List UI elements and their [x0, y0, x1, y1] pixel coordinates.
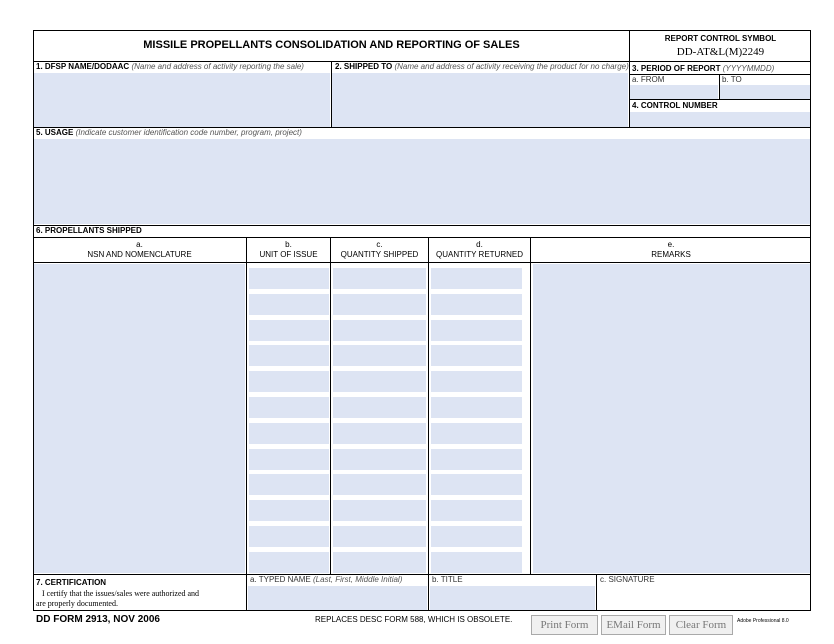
divider: [596, 574, 597, 611]
quantity-returned-cell[interactable]: [431, 474, 522, 495]
unit-of-issue-cell[interactable]: [249, 397, 329, 418]
title-label: b. TITLE: [432, 575, 463, 584]
form-number: DD FORM 2913, NOV 2006: [36, 614, 160, 625]
replaces-note: REPLACES DESC FORM 588, WHICH IS OBSOLETE.: [315, 615, 513, 624]
divider: [33, 237, 811, 238]
quantity-returned-cell[interactable]: [431, 294, 522, 315]
propellants-shipped-label: 6. PROPELLANTS SHIPPED: [36, 226, 142, 235]
quantity-returned-cell[interactable]: [431, 320, 522, 341]
col-header-nsn: a. NSN AND NOMENCLATURE: [87, 240, 192, 259]
divider: [428, 574, 429, 611]
quantity-shipped-cell[interactable]: [333, 294, 426, 315]
signature-label: c. SIGNATURE: [600, 575, 655, 584]
unit-of-issue-cell[interactable]: [249, 371, 329, 392]
unit-of-issue-cell[interactable]: [249, 449, 329, 470]
unit-of-issue-cell[interactable]: [249, 423, 329, 444]
unit-of-issue-cell[interactable]: [249, 526, 329, 547]
quantity-shipped-cell[interactable]: [333, 449, 426, 470]
quantity-shipped-cell[interactable]: [333, 474, 426, 495]
title-field[interactable]: [430, 586, 595, 610]
quantity-shipped-cell[interactable]: [333, 268, 426, 289]
quantity-shipped-cell[interactable]: [333, 397, 426, 418]
typed-name-label: a. TYPED NAME (Last, First, Middle Initial): [250, 575, 403, 584]
quantity-returned-cell[interactable]: [431, 552, 522, 573]
signature-field[interactable]: [598, 586, 810, 610]
form-title: MISSILE PROPELLANTS CONSOLIDATION AND REPORTING OF SALES: [143, 39, 520, 51]
unit-of-issue-cell[interactable]: [249, 294, 329, 315]
unit-of-issue-cell[interactable]: [249, 268, 329, 289]
divider: [246, 237, 247, 574]
control-number-field[interactable]: [630, 112, 810, 127]
unit-of-issue-cell[interactable]: [249, 552, 329, 573]
usage-field[interactable]: [34, 139, 810, 224]
quantity-shipped-cell[interactable]: [333, 500, 426, 521]
col-header-unit-of-issue: b. UNIT OF ISSUE: [259, 240, 318, 259]
dfsp-name-label: 1. DFSP NAME/DODAAC (Name and address of activity reporting the sale): [36, 62, 304, 71]
period-to-field[interactable]: [720, 85, 810, 99]
divider: [330, 237, 331, 574]
divider: [530, 237, 531, 574]
quantity-returned-cell[interactable]: [431, 345, 522, 366]
divider: [33, 225, 811, 226]
email-form-button[interactable]: EMail Form: [601, 615, 666, 635]
divider: [246, 574, 247, 611]
period-from-field[interactable]: [630, 85, 718, 99]
unit-of-issue-cell[interactable]: [249, 500, 329, 521]
rcs-value: DD-AT&L(M)2249: [676, 46, 765, 58]
usage-label: 5. USAGE (Indicate customer identification code number, program, project): [36, 128, 302, 137]
rcs-label: REPORT CONTROL SYMBOL: [664, 34, 777, 43]
software-note: Adobe Professional 8.0: [737, 618, 789, 624]
divider: [428, 237, 429, 574]
quantity-returned-cell[interactable]: [431, 423, 522, 444]
dfsp-name-field[interactable]: [34, 73, 330, 127]
quantity-shipped-cell[interactable]: [333, 423, 426, 444]
period-of-report-label: 3. PERIOD OF REPORT (YYYYMMDD): [632, 64, 775, 73]
period-to-label: b. TO: [722, 75, 742, 84]
quantity-returned-cell[interactable]: [431, 371, 522, 392]
col-header-quantity-returned: d. QUANTITY RETURNED: [436, 240, 523, 259]
shipped-to-label: 2. SHIPPED TO (Name and address of activity receiving the product for no charge): [335, 62, 629, 71]
certification-label: 7. CERTIFICATION: [36, 578, 107, 587]
control-number-label: 4. CONTROL NUMBER: [632, 101, 718, 110]
divider: [719, 74, 720, 100]
nsn-nomenclature-field[interactable]: [34, 264, 245, 573]
unit-of-issue-cell[interactable]: [249, 474, 329, 495]
print-form-button[interactable]: Print Form: [531, 615, 598, 635]
divider: [629, 99, 811, 100]
quantity-returned-cell[interactable]: [431, 397, 522, 418]
quantity-returned-cell[interactable]: [431, 526, 522, 547]
unit-of-issue-cell[interactable]: [249, 345, 329, 366]
quantity-returned-cell[interactable]: [431, 449, 522, 470]
quantity-shipped-cell[interactable]: [333, 526, 426, 547]
certification-text: I certify that the issues/sales were authorized and are properly documented.: [36, 589, 200, 608]
quantity-returned-cell[interactable]: [431, 268, 522, 289]
divider: [33, 574, 811, 575]
col-header-remarks: e. REMARKS: [651, 240, 691, 259]
remarks-field[interactable]: [533, 264, 810, 573]
quantity-shipped-cell[interactable]: [333, 371, 426, 392]
period-from-label: a. FROM: [632, 75, 665, 84]
col-header-quantity-shipped: c. QUANTITY SHIPPED: [340, 240, 419, 259]
clear-form-button[interactable]: Clear Form: [669, 615, 733, 635]
divider: [33, 262, 811, 263]
quantity-shipped-cell[interactable]: [333, 552, 426, 573]
shipped-to-field[interactable]: [332, 73, 628, 127]
unit-of-issue-cell[interactable]: [249, 320, 329, 341]
quantity-returned-cell[interactable]: [431, 500, 522, 521]
quantity-shipped-cell[interactable]: [333, 345, 426, 366]
typed-name-field[interactable]: [248, 586, 427, 610]
quantity-shipped-cell[interactable]: [333, 320, 426, 341]
